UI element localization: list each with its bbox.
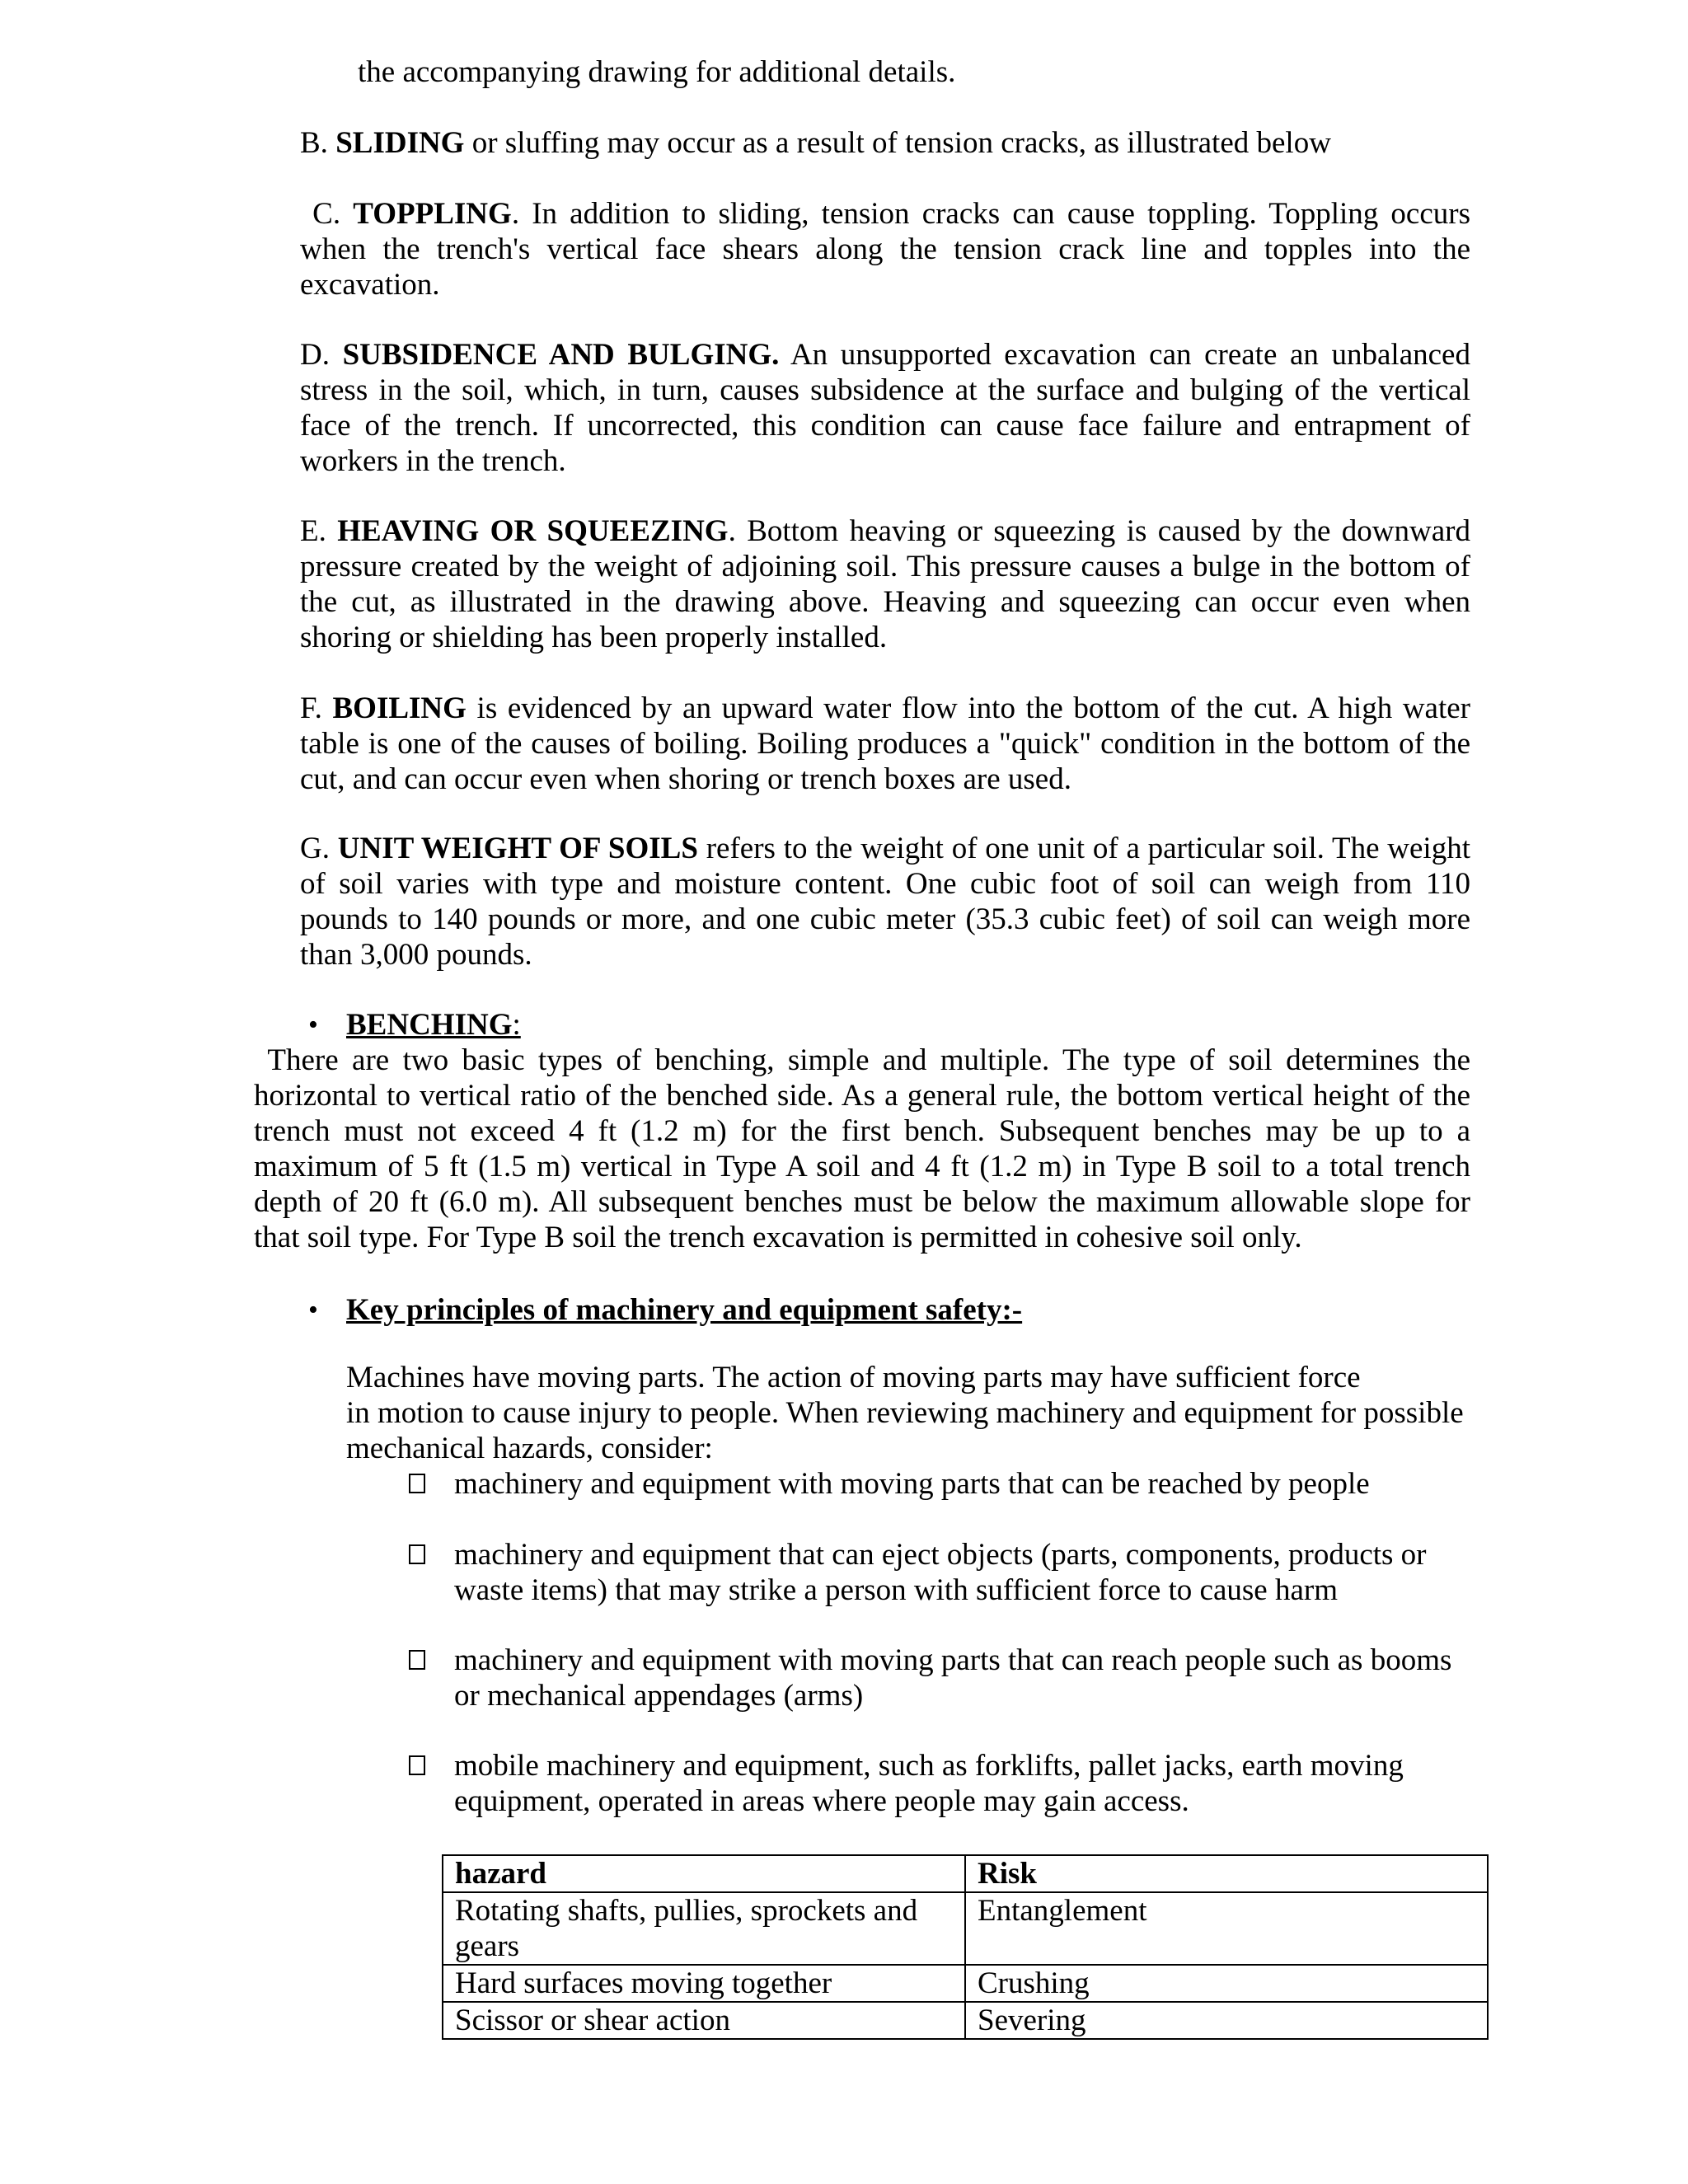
item-g-term: UNIT WEIGHT OF SOILS: [337, 832, 698, 865]
benching-body: There are two basic types of benching, simple and multiple. The type of soil determines the horizontal to vertical ratio of the benched side. As a general rule, the bottom vertical height of the trench must not exceed 4 ft (1.2 m) for the first bench. Subsequent benches may be up to a maximum of 5 ft (1.5 m) vertical in Type A soil and 4 ft (1.2 m) in Type B soil to a total trench depth of 20 ft (6.0 m). All subsequent benches must be below the maximum allowable slope for that soil type. For Type B soil the trench excavation is permitted in cohesive soil only.: [254, 1043, 1479, 1254]
machinery-heading: [308, 1292, 1132, 1328]
item-d-text: An unsupported excavation can create an unbalanced stress in the soil, which, in turn, causes subsidence at the surface and bulging of the vertical face of the trench. If uncorrected, this condition can cause face failure and entrapment of workers in the trench.: [300, 338, 1470, 478]
bullet-icon: •: [308, 1010, 318, 1040]
benching-heading-text: BENCHING: [346, 1008, 513, 1042]
machinery-intro-line-2: in motion to cause injury to people. When reviewing machinery and equipment for possible: [346, 1396, 1464, 1430]
item-d-term: SUBSIDENCE AND BULGING.: [342, 338, 780, 372]
item-c-term: TOPPLING: [353, 197, 512, 231]
hazard-cell: Scissor or shear action: [443, 2002, 965, 2039]
item-c-text: . In addition to sliding, tension cracks can cause toppling. Toppling occurs when the trench's vertical face shears along the tension crack line and topples into the excavation.: [300, 197, 1470, 302]
item-b-term: SLIDING: [335, 126, 465, 160]
item-e-prefix: E.: [300, 514, 338, 548]
item-g-prefix: G.: [300, 832, 338, 865]
bullet-icon: •: [308, 1295, 318, 1325]
checkbox-icon: [409, 1755, 425, 1775]
item-b-text: or sluffing may occur as a result of tension cracks, as illustrated below: [464, 126, 1331, 160]
table-row: [443, 2002, 1488, 2039]
machinery-intro: [346, 1360, 1517, 1466]
item-c-toppling: [300, 196, 1470, 302]
machinery-heading-text: Key principles of machinery and equipment safety:-: [346, 1293, 1023, 1327]
checkbox-icon: [409, 1650, 425, 1670]
checkbox-icon: [409, 1474, 425, 1493]
checklist-item-text: mobile machinery and equipment, such as forklifts, pallet jacks, earth moving equipment, operated in areas where people may gain access.: [454, 1749, 1404, 1818]
checklist-item: [409, 1748, 1480, 1819]
hazard-risk-table: [442, 1854, 1489, 2040]
item-c-prefix: C.: [300, 197, 354, 231]
header-risk: Risk: [965, 1855, 1488, 1892]
item-e-text: . Bottom heaving or squeezing is caused by the downward pressure created by the weight of adjoining soil. This pressure causes a bulge in the bottom of the cut, as illustrated in the drawing above. Heaving and squeezing can occur even when shoring or shielding has been properly installed.: [300, 514, 1470, 654]
checklist-item: [409, 1466, 1480, 1502]
item-f-text: is evidenced by an upward water flow into the bottom of the cut. A high water table is one of the causes of boiling. Boiling produces a "quick" condition in the bottom of the cut, and can occur even when shoring or trench boxes are used.: [300, 691, 1470, 796]
checklist-item-text: machinery and equipment with moving parts that can be reached by people: [454, 1467, 1370, 1501]
item-e-term: HEAVING OR SQUEEZING: [337, 514, 729, 548]
item-d-prefix: D.: [300, 338, 343, 372]
risk-cell: Crushing: [965, 1965, 1488, 2002]
machinery-intro-line-1: Machines have moving parts. The action of moving parts may have sufficient force: [346, 1361, 1361, 1394]
checklist-item: [409, 1537, 1480, 1608]
checklist-item: [409, 1643, 1480, 1713]
item-f-boiling: [300, 691, 1470, 797]
table-row: [443, 1892, 1488, 1965]
checkbox-icon: [409, 1544, 425, 1564]
checklist-item-text: machinery and equipment with moving parts that can reach people such as booms or mechanical appendages (arms): [454, 1643, 1452, 1713]
risk-cell: Entanglement: [965, 1892, 1488, 1965]
table-header-row: [443, 1855, 1488, 1892]
continuation-line: the accompanying drawing for additional details.: [358, 55, 956, 89]
item-b-sliding: [300, 125, 1470, 161]
item-g-text: refers to the weight of one unit of a particular soil. The weight of soil varies with type and moisture content. One cubic foot of soil can weigh from 110 pounds to 140 pounds or more, and one cubic meter (35.3 cubic feet) of soil can weigh more than 3,000 pounds.: [300, 832, 1470, 972]
table-row: [443, 1965, 1488, 2002]
header-hazard: hazard: [443, 1855, 965, 1892]
benching-heading: [308, 1007, 968, 1043]
benching-heading-suffix: :: [512, 1008, 521, 1042]
risk-cell: Severing: [965, 2002, 1488, 2039]
item-d-subsidence: [300, 337, 1470, 479]
item-b-prefix: B.: [300, 126, 336, 160]
hazard-cell: Hard surfaces moving together: [443, 1965, 965, 2002]
item-g-unit-weight: [300, 831, 1470, 972]
item-f-term: BOILING: [332, 691, 467, 725]
item-f-prefix: F.: [300, 691, 333, 725]
checklist-item-text: machinery and equipment that can eject objects (parts, components, products or waste items) that may strike a person with sufficient force to cause harm: [454, 1538, 1427, 1607]
machinery-intro-line-3: mechanical hazards, consider:: [346, 1432, 713, 1465]
hazard-cell: Rotating shafts, pullies, sprockets and gears: [443, 1892, 965, 1965]
item-e-heaving: [300, 513, 1470, 655]
